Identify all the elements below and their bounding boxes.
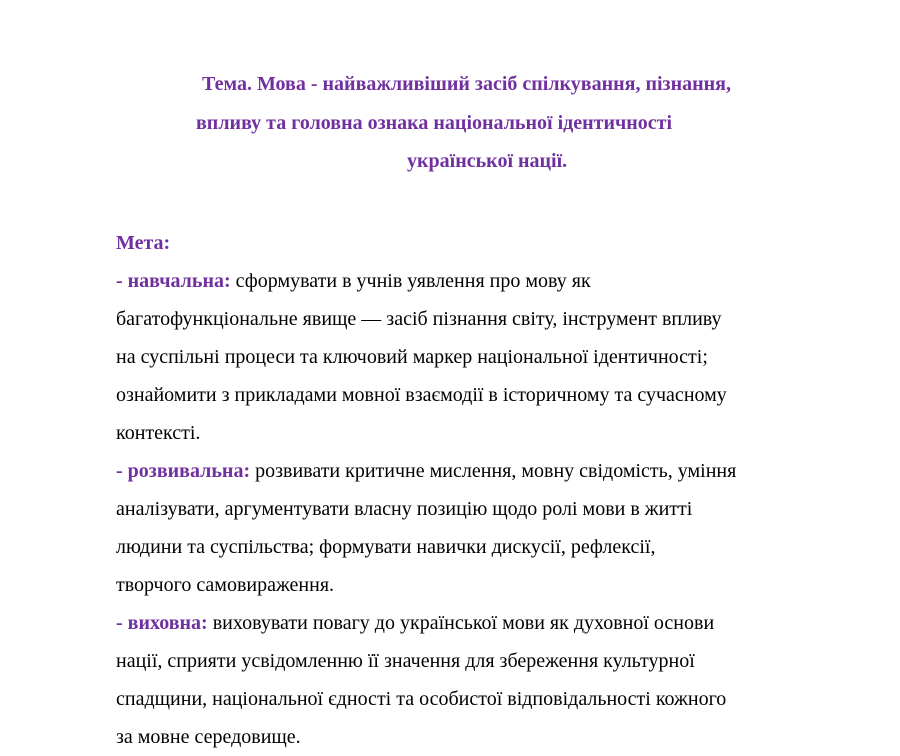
upbringing-line-3: спадщини, національної єдності та особистої відповідальності кожного	[116, 688, 727, 710]
developmental-line-2: аналізувати, аргументувати власну позицію щодо ролі мови в житті	[116, 498, 693, 520]
developmental-line-3: людини та суспільства; формувати навички дискусії, рефлексії,	[116, 536, 656, 558]
upbringing-line-4: за мовне середовище.	[116, 726, 301, 748]
title-line-1: Тема. Мова - найважливіший засіб спілкування, пізнання,	[202, 73, 731, 95]
upbringing-line-2: нації, сприяти усвідомленню її значення для збереження культурної	[116, 650, 695, 672]
developmental-label: - розвивальна:	[116, 460, 251, 482]
educational-line-2: багатофункціональне явище — засіб пізнання світу, інструмент впливу	[116, 308, 722, 330]
goals-block	[116, 224, 816, 756]
educational-line-4: ознайомити з прикладами мовної взаємодії в історичному та сучасному	[116, 384, 727, 406]
upbringing-line-1	[116, 604, 816, 642]
developmental-line-1	[116, 452, 816, 490]
title-line-3: української нації.	[407, 150, 568, 172]
upbringing-text: виховувати повагу до української мови як духовної основи	[207, 612, 715, 634]
developmental-text: розвивати критичне мислення, мовну свідомість, уміння	[250, 460, 737, 482]
educational-line-3: на суспільні процеси та ключовий маркер національної ідентичності;	[116, 346, 708, 368]
goal-label: Мета:	[116, 232, 171, 254]
educational-line-5: контексті.	[116, 422, 201, 444]
title-line-2: впливу та головна ознака національної ідентичності	[196, 112, 673, 134]
upbringing-label: - виховна:	[116, 612, 208, 634]
educational-text: сформувати в учнів уявлення про мову як	[230, 270, 591, 292]
educational-label: - навчальна:	[116, 270, 231, 292]
goal-heading	[116, 224, 816, 262]
developmental-line-4: творчого самовираження.	[116, 574, 335, 596]
educational-line-1	[116, 262, 816, 300]
